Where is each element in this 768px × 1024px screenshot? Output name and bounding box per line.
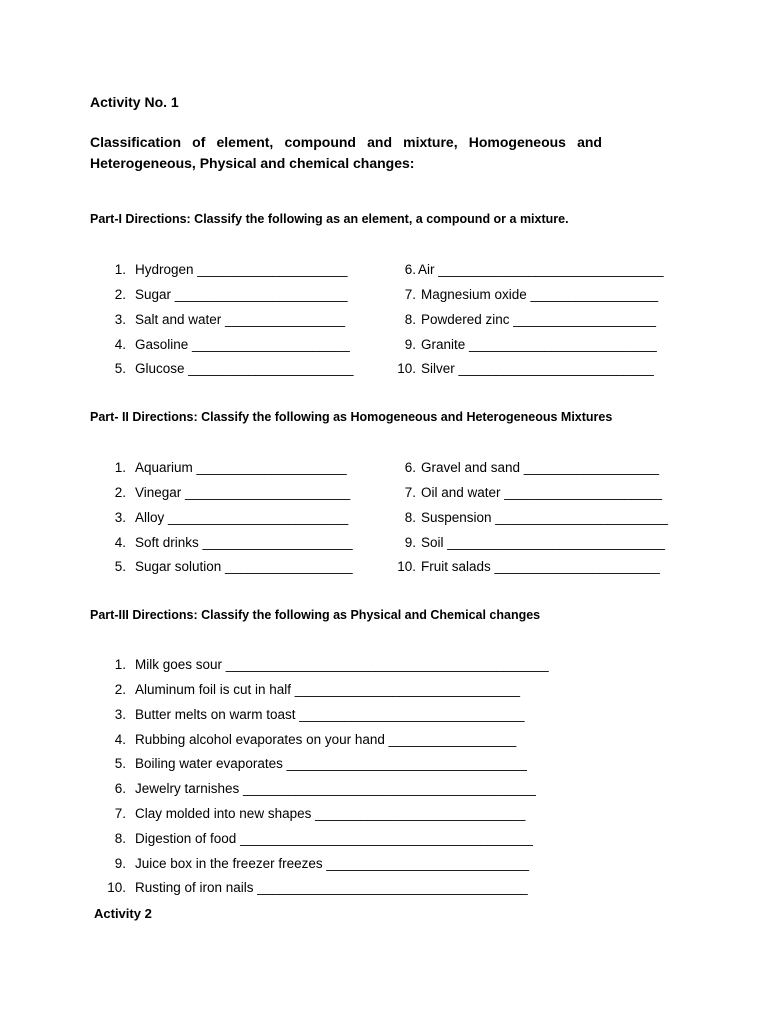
list-item (104, 756, 527, 772)
item-text: Jewelry tarnishes _______________________________________ (135, 781, 536, 796)
item-number: 9. (114, 856, 126, 871)
item-number: 2. (114, 682, 126, 697)
item-text: Clay molded into new shapes ____________________________ (135, 806, 526, 821)
list-item (104, 460, 347, 476)
list-item (396, 262, 664, 278)
item-number: 1. (114, 657, 126, 672)
item-number: 9. (404, 535, 416, 550)
item-text: Vinegar ______________________ (135, 485, 351, 500)
item-text: Sugar _______________________ (135, 287, 348, 302)
list-item (394, 337, 657, 353)
list-item (394, 535, 665, 551)
list-item (104, 831, 533, 847)
item-number: 8. (404, 510, 416, 525)
item-number: 5. (114, 361, 126, 376)
item-number: 3. (114, 312, 126, 327)
activity-heading: Classification of element, compound and mixture, Homogeneous and Heterogeneous, Physical and chemical changes: (90, 134, 602, 171)
item-number: 3. (114, 510, 126, 525)
item-number: 4. (114, 535, 126, 550)
list-item (104, 781, 536, 797)
item-number: 2. (114, 287, 126, 302)
item-number: 8. (114, 831, 126, 846)
item-number: 6. (404, 262, 416, 277)
item-number: 7. (404, 485, 416, 500)
part3-directions: Part-III Directions: Classify the following as Physical and Chemical changes (90, 608, 541, 622)
item-number: 10. (397, 559, 416, 574)
list-item (394, 460, 659, 476)
list-item (104, 535, 353, 551)
item-text: Alloy ________________________ (135, 510, 349, 525)
item-text: Digestion of food _______________________________________ (135, 831, 533, 846)
item-text: Milk goes sour ___________________________________________ (135, 657, 549, 672)
item-number: 8. (404, 312, 416, 327)
list-item (104, 732, 516, 748)
list-item (394, 559, 660, 575)
list-item (394, 485, 662, 501)
item-number: 7. (114, 806, 126, 821)
item-text: Sugar solution _________________ (135, 559, 353, 574)
list-item (104, 337, 350, 353)
list-item (104, 312, 345, 328)
item-number: 10. (397, 361, 416, 376)
item-number: 5. (114, 559, 126, 574)
item-text: Suspension _______________________ (421, 510, 668, 525)
item-text: Oil and water _____________________ (421, 485, 662, 500)
item-text: Juice box in the freezer freezes ___________________________ (135, 856, 530, 871)
part2-directions: Part- II Directions: Classify the following as Homogeneous and Heterogeneous Mixtures (90, 410, 613, 424)
item-text: Silver __________________________ (421, 361, 654, 376)
activity-title: Activity No. 1 (90, 94, 179, 110)
item-text: Powdered zinc ___________________ (421, 312, 656, 327)
item-text: Aquarium ____________________ (135, 460, 347, 475)
item-number: 6. (404, 460, 416, 475)
list-item (104, 510, 348, 526)
list-item (394, 510, 668, 526)
item-number: 7. (404, 287, 416, 302)
item-text: Butter melts on warm toast ______________________________ (135, 707, 525, 722)
item-text: Gravel and sand __________________ (421, 460, 659, 475)
list-item (104, 559, 353, 575)
item-text: Salt and water ________________ (135, 312, 346, 327)
list-item (104, 880, 528, 896)
item-text: Rubbing alcohol evaporates on your hand _________________ (135, 732, 517, 747)
item-text: Fruit salads ______________________ (421, 559, 660, 574)
item-number: 5. (114, 756, 126, 771)
list-item (104, 361, 353, 377)
item-text: Gasoline _____________________ (135, 337, 350, 352)
item-text: Aluminum foil is cut in half ______________________________ (135, 682, 521, 697)
item-number: 1. (114, 262, 126, 277)
item-number: 10. (107, 880, 126, 895)
item-number: 3. (114, 707, 126, 722)
item-text: Soil _____________________________ (421, 535, 665, 550)
item-number: 1. (114, 460, 126, 475)
list-item (104, 707, 525, 723)
item-number: 4. (114, 337, 126, 352)
item-text: Air ______________________________ (418, 262, 664, 277)
list-item (104, 682, 520, 698)
list-item (104, 806, 525, 822)
list-item (104, 485, 350, 501)
activity2-title: Activity 2 (94, 906, 152, 921)
item-text: Glucose ______________________ (135, 361, 354, 376)
item-text: Soft drinks ____________________ (135, 535, 353, 550)
item-number: 6. (114, 781, 126, 796)
item-text: Boiling water evaporates ________________________________ (135, 756, 527, 771)
list-item (104, 287, 347, 303)
list-item (394, 287, 658, 303)
item-text: Granite _________________________ (421, 337, 657, 352)
item-text: Magnesium oxide _________________ (421, 287, 659, 302)
list-item (394, 312, 656, 328)
item-text: Hydrogen ____________________ (135, 262, 348, 277)
item-text: Rusting of iron nails ____________________________________ (135, 880, 528, 895)
part1-directions: Part-I Directions: Classify the following as an element, a compound or a mixture. (90, 212, 569, 226)
list-item (104, 262, 347, 278)
item-number: 4. (114, 732, 126, 747)
list-item (394, 361, 654, 377)
item-number: 2. (114, 485, 126, 500)
list-item (104, 856, 529, 872)
list-item (104, 657, 549, 673)
item-number: 9. (404, 337, 416, 352)
